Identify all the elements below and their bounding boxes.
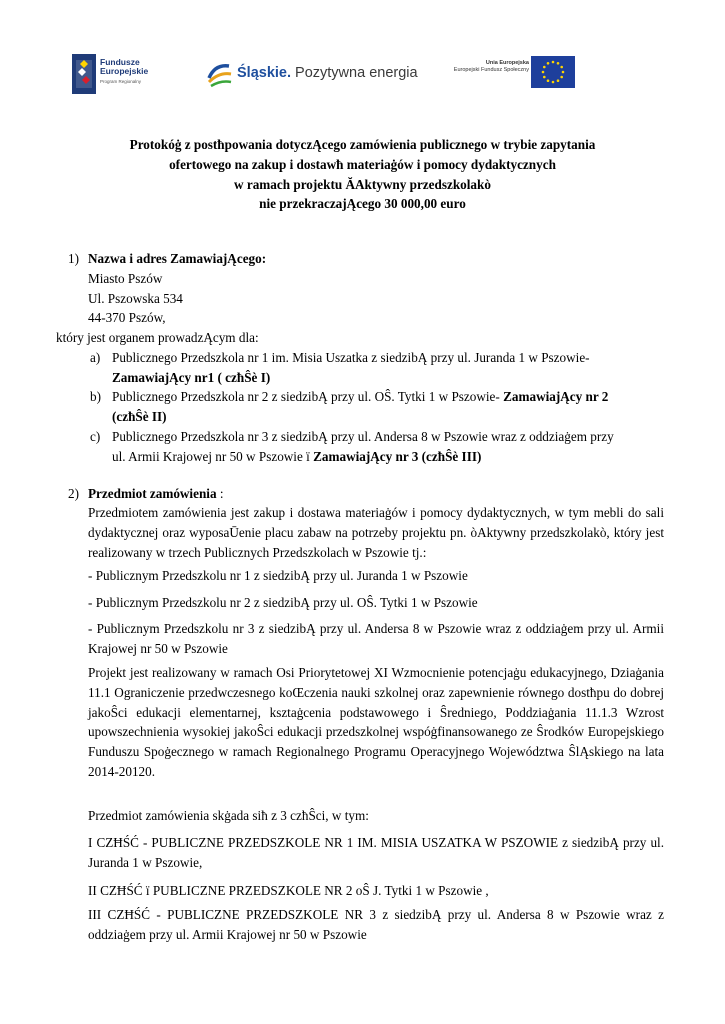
item-a-text: Publicznego Przedszkola nr 1 im. Misia Uszatka z siedzibĄ przy ul. Juranda 1 w Pszowie- (112, 350, 590, 365)
eu-flag-icon (531, 56, 575, 88)
address-line-1: Miasto Pszów (88, 270, 163, 286)
section-2-paragraph-3: Przedmiot zamówienia skġada siħ z 3 czħŜci, w tym: (88, 808, 369, 823)
section-1-heading: Nazwa i adres ZamawiajĄcego: (88, 251, 267, 266)
document-title (60, 135, 665, 214)
location-line-3: - Publicznym Przedszkolu nr 3 z siedzibĄ przy ul. Andersa 8 w Pszowie wraz z oddziaġem przy ul. Armii Krajowej nr 50 w Pszowie (88, 621, 664, 656)
item-b-bold-line (112, 407, 665, 427)
item-a-bold-line (112, 368, 665, 388)
section-1 (56, 249, 670, 348)
item-c-label: c) (90, 429, 101, 444)
fundusze-europejskie-logo (72, 52, 172, 98)
item-c-text-1: Publicznego Przedszkola nr 3 z siedzibĄ przy ul. Andersa 8 w Pszowie wraz z oddziaġem przy (112, 429, 614, 444)
section-2-paragraph-2: Projekt jest realizowany w ramach Osi Priorytetowej XI Wzmocnienie potencjaġu edukacyjnego, Dziaġania 11.1 Ograniczenie przedwczesnego koŒczenia nauki szkolnej oraz zapewnienie równego dostħpu do dobrej jakoŜci edukacji elementarnej, ksztaġcenia podstawowego i Ŝredniego, Poddziaġania 11.1.3 Wzrost upowszechnienia wysokiej jakoŜci edukacji przedszkolnej wspóġfinansowanego ze Ŝrodków Europejskiego Funduszu Spoġecznego w ramach Regionalnego Programu Operacyjnego Województwa ŜlĄskiego na lata 2014-20120. (88, 665, 664, 779)
item-b-text: Publicznego Przedszkola nr 2 z siedzibĄ przy ul. OŜ. Tytki 1 w Pszowie- (112, 389, 500, 404)
item-b-bold2: (czħŜè II) (112, 409, 167, 424)
section-2-heading-suffix: : (216, 486, 224, 501)
header-logos (0, 52, 725, 102)
ue-line2: Europejski Fundusz Społeczny (453, 67, 529, 73)
item-a-bold: ZamawiajĄcy nr1 ( czħŜè I) (112, 370, 271, 385)
part-3-line: III CZĦŚĆ - PUBLICZNE PRZEDSZKOLE NR 3 z siedzibĄ przy ul. Andersa 8 w Pszowie wraz z oddziaġem przy ul. Armii Krajowej nr 50 w Pszowie (88, 907, 664, 942)
ue-line1: Unia Europejska (485, 60, 529, 66)
address-line-2: Ul. Pszowska 534 (88, 290, 183, 306)
section-2-number: 2) (68, 486, 79, 501)
title-line-4: nie przekraczajĄcego 30 000,00 euro (259, 196, 466, 212)
item-c-line-2 (112, 447, 665, 467)
item-b-bold1: ZamawiajĄcy nr 2 (503, 389, 609, 404)
slaskie-brand: Śląskie. (237, 65, 292, 81)
part-2-line: II CZĦŚĆ ï PUBLICZNE PRZEDSZKOLE NR 2 oŜ J. Tytki 1 w Pszowie , (88, 883, 489, 898)
item-c-bold: ZamawiajĄcy nr 3 (czħŜè III) (313, 449, 482, 464)
section-1-number: 1) (68, 251, 79, 266)
fe-line1: Fundusze (100, 57, 140, 67)
slaskie-swirl-icon (205, 60, 233, 88)
fe-line3: Program Regionalny (100, 79, 142, 84)
location-line-2: - Publicznym Przedszkolu nr 2 z siedzibĄ przy ul. OŜ. Tytki 1 w Pszowie (88, 595, 478, 610)
title-line-2: ofertowego na zakup i dostawħ materiaġów i pomocy dydaktycznych (169, 156, 556, 172)
slaskie-tagline: Pozytywna energia (295, 65, 418, 81)
item-c-text-2: ul. Armii Krajowej nr 50 w Pszowie ï (112, 449, 310, 464)
section-2-heading: Przedmiot zamówienia (88, 486, 217, 501)
item-a (90, 348, 665, 368)
fe-line2: Europejskie (100, 66, 149, 76)
item-a-label: a) (90, 350, 101, 365)
section-2-paragraph-1: Przedmiotem zamówienia jest zakup i dostawa materiaġów i pomocy dydaktycznych, w tym mebli do sali dydaktycznej oraz wyposaŪenie placu zabaw na potrzeby projektu pn. òAktywny przedszkolakò, który jest realizowany w trzech Publicznych Przedszkolach w Pszowie tj.: (88, 505, 664, 560)
unia-europejska-logo (449, 56, 579, 96)
title-line-1: Protokóġ z postħpowania dotyczĄcego zamówienia publicznego w trybie zapytania (129, 137, 596, 152)
item-b-label: b) (90, 389, 101, 404)
item-c (90, 427, 665, 447)
location-line-1: - Publicznym Przedszkolu nr 1 z siedzibĄ przy ul. Juranda 1 w Pszowie (88, 568, 468, 583)
section-1-intro: który jest organem prowadzĄcym dla: (56, 330, 259, 346)
item-b (90, 387, 665, 407)
fe-stars-icon (72, 54, 96, 94)
section-2-header (70, 484, 670, 504)
part-1-line: I CZĦŚĆ - PUBLICZNE PRZEDSZKOLE NR 1 IM. MISIA USZATKA W PSZOWIE z siedzibĄ przy ul. Juranda 1 w Pszowie, (88, 835, 664, 870)
title-line-3: w ramach projektu ĂAktywny przedszkolakò (234, 176, 491, 192)
address-line-3: 44-370 Pszów, (88, 310, 166, 326)
